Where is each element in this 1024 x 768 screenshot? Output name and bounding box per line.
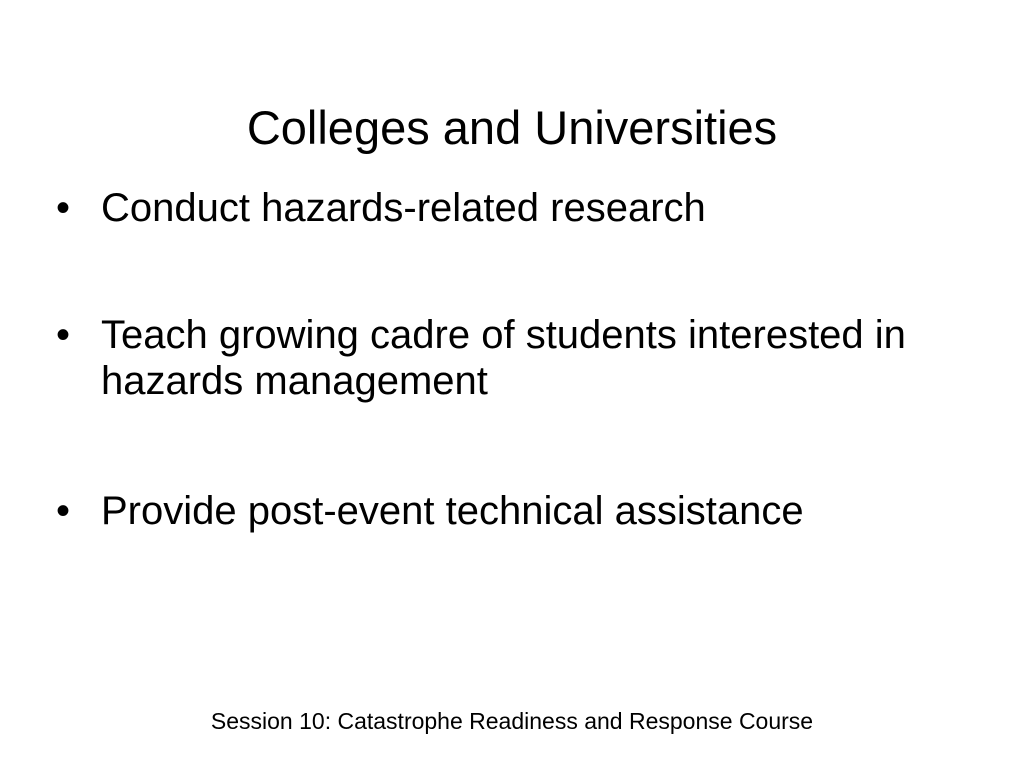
bullet-item bbox=[56, 312, 986, 404]
bullet-item bbox=[56, 185, 986, 231]
bullet-icon: • bbox=[56, 186, 71, 230]
bullet-icon: • bbox=[56, 313, 71, 357]
slide-title: Colleges and Universities bbox=[246, 101, 778, 154]
bullet-text: Provide post-event technical assistance bbox=[101, 489, 804, 533]
slide-footer: Session 10: Catastrophe Readiness and Response Course bbox=[210, 708, 814, 734]
bullet-list bbox=[56, 185, 986, 615]
bullet-text: Conduct hazards-related research bbox=[101, 186, 706, 230]
bullet-item bbox=[56, 488, 986, 534]
bullet-text: Teach growing cadre of students interested in hazards management bbox=[101, 313, 906, 403]
bullet-icon: • bbox=[56, 489, 71, 533]
